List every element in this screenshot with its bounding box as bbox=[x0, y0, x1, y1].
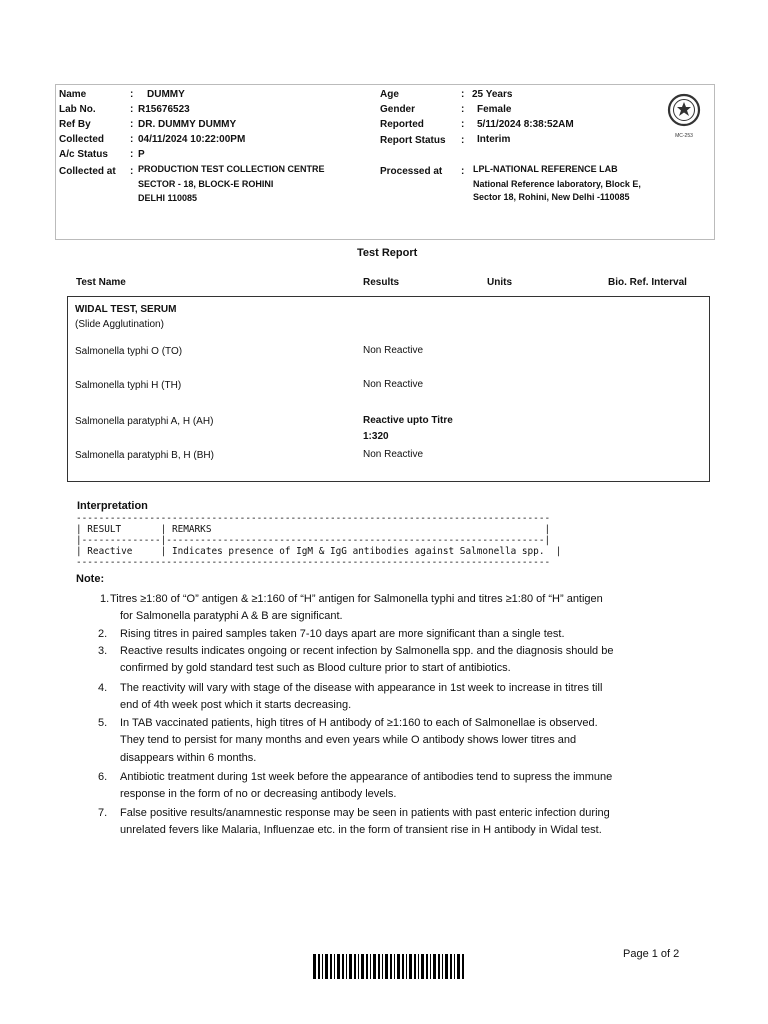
interpretation-title: Interpretation bbox=[77, 500, 148, 512]
note-line: Reactive results indicates ongoing or recent infection by Salmonella spp. and the diagnosis should be bbox=[120, 645, 614, 657]
note-line: The reactivity will vary with stage of the disease with appearance in 1st week to increase in titres till bbox=[120, 682, 603, 694]
collected-label: Collected bbox=[59, 134, 105, 145]
col-units: Units bbox=[487, 277, 512, 288]
gender-label: Gender bbox=[380, 104, 416, 115]
col-ref-interval: Bio. Ref. Interval bbox=[608, 277, 687, 288]
report-status-label: Report Status bbox=[380, 135, 446, 146]
colon: : bbox=[130, 89, 134, 100]
test-row-name: Salmonella typhi O (TO) bbox=[75, 346, 183, 357]
colon: : bbox=[461, 166, 465, 177]
colon: : bbox=[130, 166, 134, 177]
processed-at-label: Processed at bbox=[380, 166, 443, 177]
processed-at-line: LPL-NATIONAL REFERENCE LAB bbox=[473, 164, 618, 174]
interpretation-table: ------------------------------------------------------------------------------------ | RESULT | REMARKS | |--------------|-------------------------------------------------------------------| | Reactive | Indicates presence of IgM & IgG antibodies against Salmonella spp. | ------------------------------------------------------------------------------------ bbox=[76, 513, 562, 568]
note-line: Rising titres in paired samples taken 7-10 days apart are more significant than a single test. bbox=[120, 628, 565, 640]
barcode-icon bbox=[313, 954, 467, 979]
colon: : bbox=[461, 135, 465, 146]
ac-status: P bbox=[138, 149, 145, 160]
colon: : bbox=[130, 104, 134, 115]
labno-label: Lab No. bbox=[59, 104, 96, 115]
note-number: 7. bbox=[98, 807, 108, 819]
note-line: Antibiotic treatment during 1st week before the appearance of antibodies tend to supress the immune bbox=[120, 771, 613, 783]
reported-label: Reported bbox=[380, 119, 424, 130]
colon: : bbox=[461, 104, 465, 115]
colon: : bbox=[461, 89, 465, 100]
test-row-result: Non Reactive bbox=[363, 449, 424, 460]
col-test-name: Test Name bbox=[76, 277, 126, 288]
panel-method: (Slide Agglutination) bbox=[75, 319, 164, 330]
note-line: Titres ≥1:80 of “O” antigen & ≥1:160 of “H” antigen for Salmonella typhi and titres ≥1:80 of “H” antigen bbox=[110, 593, 603, 605]
note-number: 1. bbox=[100, 593, 110, 605]
collected-at-label: Collected at bbox=[59, 166, 116, 177]
referred-by: DR. DUMMY DUMMY bbox=[138, 119, 237, 130]
collected-date: 04/11/2024 10:22:00PM bbox=[138, 134, 246, 145]
colon: : bbox=[130, 119, 134, 130]
colon: : bbox=[461, 119, 465, 130]
processed-at-line: Sector 18, Rohini, New Delhi -110085 bbox=[473, 192, 630, 202]
note-line: confirmed by gold standard test such as Blood culture prior to start of antibiotics. bbox=[120, 662, 511, 675]
note-line: response in the form of no or decreasing antibody levels. bbox=[120, 788, 397, 801]
refby-label: Ref By bbox=[59, 119, 91, 130]
note-line: In TAB vaccinated patients, high titres of H antibody of ≥1:160 to each of Salmonellae is observed. bbox=[120, 717, 598, 729]
note-title: Note: bbox=[76, 573, 105, 585]
seal-code: MC-253 bbox=[675, 133, 693, 139]
note-line: They tend to persist for many months and even years while O antibody shows lower titres and bbox=[120, 734, 577, 747]
lab-number: R15676523 bbox=[138, 104, 190, 115]
test-row-result: Non Reactive bbox=[363, 345, 424, 356]
test-row-result: Non Reactive bbox=[363, 379, 424, 390]
panel-title: WIDAL TEST, SERUM bbox=[75, 304, 177, 315]
note-line: False positive results/anamnestic response may be seen in patients with past enteric infection during bbox=[120, 807, 610, 819]
collected-at-line: PRODUCTION TEST COLLECTION CENTRE bbox=[138, 164, 325, 174]
colon: : bbox=[130, 149, 134, 160]
note-line: for Salmonella paratyphi A & B are significant. bbox=[120, 610, 343, 623]
reported-date: 5/11/2024 8:38:52AM bbox=[477, 119, 574, 130]
age-label: Age bbox=[380, 89, 399, 100]
test-row-result-titre: 1:320 bbox=[363, 431, 389, 442]
test-row-result: Reactive upto Titre bbox=[363, 415, 453, 426]
report-title: Test Report bbox=[357, 247, 418, 259]
test-row-name: Salmonella paratyphi B, H (BH) bbox=[75, 450, 214, 461]
page-number: Page 1 of 2 bbox=[623, 948, 680, 960]
test-row-name: Salmonella paratyphi A, H (AH) bbox=[75, 416, 214, 427]
processed-at-line: National Reference laboratory, Block E, bbox=[473, 179, 641, 189]
note-number: 2. bbox=[98, 628, 108, 640]
age: 25 Years bbox=[472, 89, 513, 100]
collected-at-line: SECTOR - 18, BLOCK-E ROHINI bbox=[138, 179, 274, 189]
accreditation-seal-icon bbox=[664, 93, 704, 141]
note-number: 4. bbox=[98, 682, 108, 694]
gender: Female bbox=[477, 104, 512, 115]
collected-at-line: DELHI 110085 bbox=[138, 193, 198, 203]
report-status: Interim bbox=[477, 134, 511, 145]
ac-status-label: A/c Status bbox=[59, 149, 108, 160]
col-results: Results bbox=[363, 277, 400, 288]
note-line: unrelated fevers like Malaria, Influenzae etc. in the form of transient rise in H antibody in Widal test. bbox=[120, 824, 602, 837]
test-row-name: Salmonella typhi H (TH) bbox=[75, 380, 182, 391]
note-line: disappears within 6 months. bbox=[120, 751, 257, 764]
colon: : bbox=[130, 134, 134, 145]
note-number: 3. bbox=[98, 645, 108, 657]
patient-name: DUMMY bbox=[147, 89, 185, 100]
note-number: 5. bbox=[98, 717, 108, 729]
note-number: 6. bbox=[98, 771, 108, 783]
name-label: Name bbox=[59, 89, 87, 100]
note-line: end of 4th week post which it starts decreasing. bbox=[120, 699, 352, 712]
